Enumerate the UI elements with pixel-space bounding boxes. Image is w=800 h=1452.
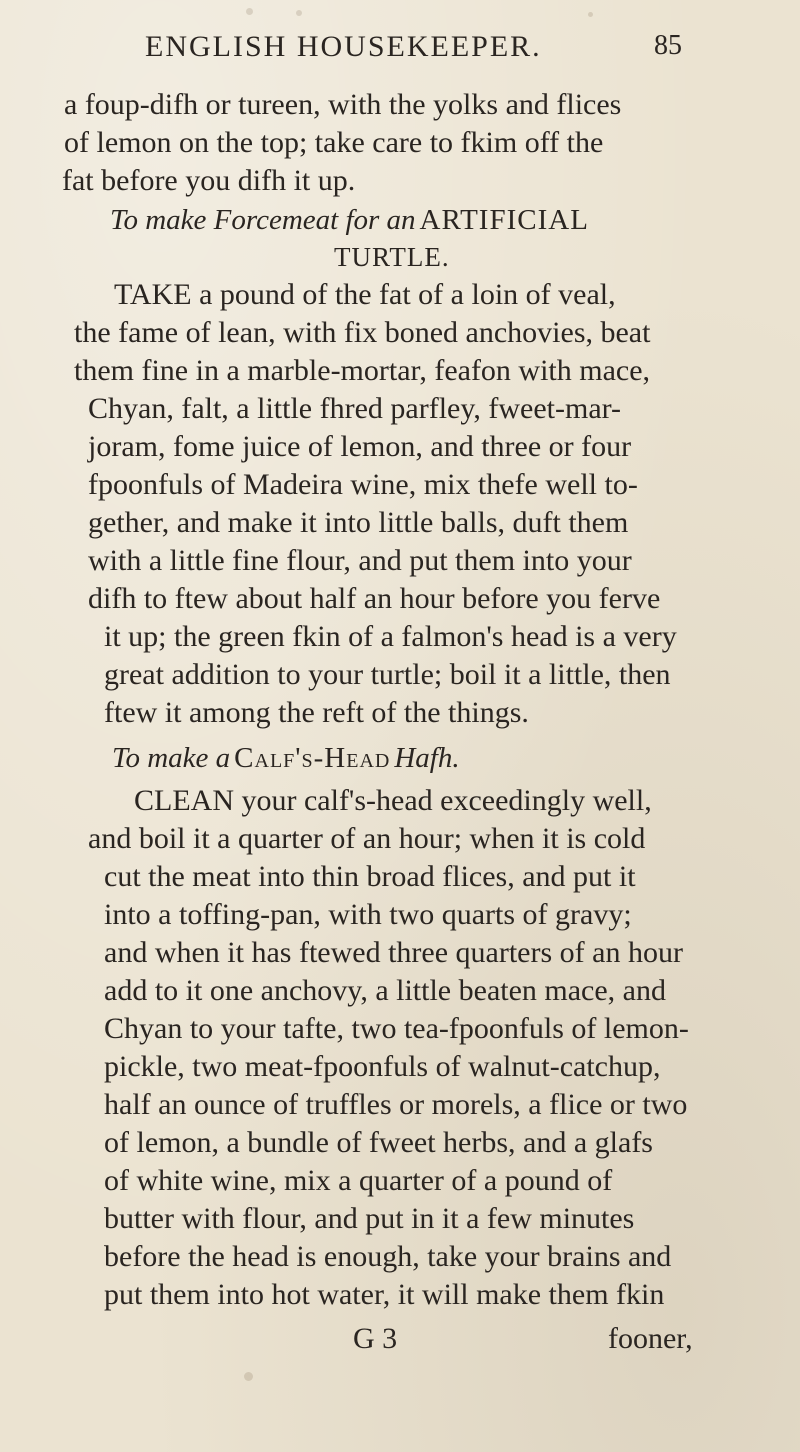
- heading-caps-text: ARTIFICIAL: [419, 204, 589, 236]
- text-line: it up; the green fkin of a falmon's head is a very: [104, 620, 677, 653]
- text-line: of lemon on the top; take care to fkim off the: [64, 126, 604, 159]
- text-line: fpoonfuls of Madeira wine, mix thefe well to-: [88, 468, 638, 501]
- text-line: them fine in a marble-mortar, feafon with mace,: [74, 354, 651, 387]
- catchword: fooner,: [608, 1322, 693, 1355]
- text-line: gether, and make it into little balls, duft them: [88, 506, 629, 539]
- text-line: of white wine, mix a quarter of a pound of: [104, 1164, 613, 1197]
- recipe-forcemeat: [60, 276, 780, 732]
- text-line: put them into hot water, it will make them fkin: [104, 1278, 665, 1311]
- foxing-spot: [588, 12, 593, 17]
- text-line: difh to ftew about half an hour before you ferve: [88, 582, 661, 615]
- text-line: CLEAN your calf's-head exceedingly well,: [134, 784, 652, 817]
- foxing-spot: [296, 10, 302, 16]
- heading-italic-text: To make Forcemeat for an: [110, 204, 416, 236]
- heading-italic-text: Hafh.: [394, 742, 460, 774]
- text-line: Chyan to your tafte, two tea-fpoonfuls of lemon-: [104, 1012, 689, 1045]
- text-line: ftew it among the reft of the things.: [104, 696, 529, 729]
- signature-mark: G 3: [353, 1322, 398, 1355]
- heading-caps-text: Calf's-Head: [234, 742, 391, 774]
- text-line: the fame of lean, with fix boned anchovies, beat: [74, 316, 651, 349]
- text-line: and boil it a quarter of an hour; when it is cold: [88, 822, 646, 855]
- text-line: fat before you difh it up.: [62, 164, 356, 197]
- text-line: with a little fine flour, and put them into your: [88, 544, 632, 577]
- heading-italic-text: To make a: [112, 742, 231, 774]
- recipe-calfs-head: [60, 782, 780, 1314]
- text-line: cut the meat into thin broad flices, and put it: [104, 860, 636, 893]
- paragraph-continued: [60, 86, 780, 200]
- text-line: joram, fome juice of lemon, and three or four: [88, 430, 632, 463]
- text-line: a foup-difh or tureen, with the yolks and flices: [64, 88, 622, 121]
- section-heading-forcemeat-line2: [334, 242, 800, 273]
- section-heading-forcemeat: [110, 204, 800, 237]
- section-heading-calfs-head: [112, 742, 800, 775]
- text-line: TAKE a pound of the fat of a loin of veal,: [114, 278, 616, 311]
- text-line: pickle, two meat-fpoonfuls of walnut-catchup,: [104, 1050, 661, 1083]
- text-line: of lemon, a bundle of fweet herbs, and a glafs: [104, 1126, 653, 1159]
- text-line: before the head is enough, take your brains and: [104, 1240, 672, 1273]
- text-line: into a toffing-pan, with two quarts of gravy;: [104, 898, 632, 931]
- text-line: and when it has ftewed three quarters of an hour: [104, 936, 683, 969]
- foxing-spot: [244, 1372, 253, 1381]
- page-header: [0, 22, 800, 72]
- text-line: add to it one anchovy, a little beaten mace, and: [104, 974, 667, 1007]
- text-line: half an ounce of truffles or morels, a flice or two: [104, 1088, 688, 1121]
- page-number: 85: [654, 30, 682, 61]
- text-line: Chyan, falt, a little fhred parfley, fweet-mar-: [88, 392, 622, 425]
- text-line: great addition to your turtle; boil it a little, then: [104, 658, 671, 691]
- foxing-spot: [246, 8, 253, 15]
- heading-caps-text: TURTLE.: [334, 242, 450, 272]
- running-head: ENGLISH HOUSEKEEPER.: [145, 30, 542, 63]
- text-line: butter with flour, and put in it a few minutes: [104, 1202, 635, 1235]
